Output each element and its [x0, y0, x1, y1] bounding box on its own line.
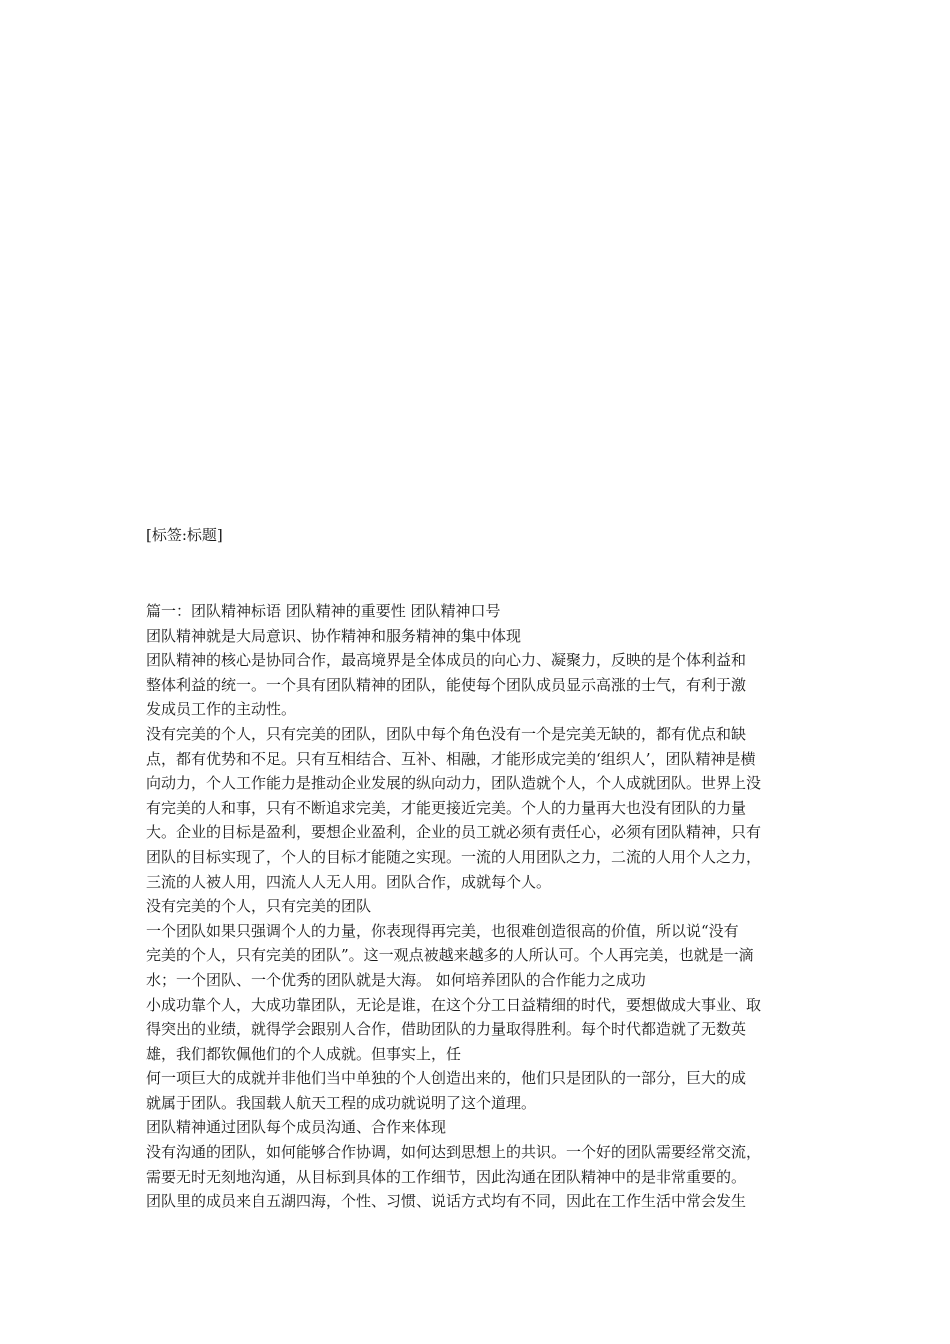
text-line: 团队精神的核心是协同合作，最高境界是全体成员的向心力、凝聚力，反映的是个体利益和 [146, 651, 747, 670]
text-line: 三流的人被人用，四流人人无人用。团队合作，成就每个人。 [146, 872, 552, 891]
text-line: 大。企业的目标是盈利，要想企业盈利，企业的员工就必须有责任心，必须有团队精神，只有 [146, 823, 762, 842]
tag-label: [标签:标题] [146, 526, 223, 544]
text-line: 向动力，个人工作能力是推动企业发展的纵向动力，团队造就个人，个人成就团队。世界上没 [146, 774, 762, 793]
text-line: 没有完美的个人，只有完美的团队，团队中每个角色没有一个是完美无缺的，都有优点和缺 [146, 724, 747, 743]
text-line: 团队里的成员来自五湖四海，个性、习惯、说话方式均有不同，因此在工作生活中常会发生 [146, 1192, 747, 1211]
text-line: 没有完美的个人，只有完美的团队 [146, 897, 372, 916]
text-line: 一个团队如果只强调个人的力量，你表现得再完美，也很难创造很高的价值，所以说“没有 [146, 921, 739, 940]
text-line: 篇一：团队精神标语 团队精神的重要性 团队精神口号 [146, 602, 501, 620]
text-line: 小成功靠个人，大成功靠团队，无论是谁，在这个分工日益精细的时代，要想做成大事业、取 [146, 995, 762, 1014]
text-line: 团队的目标实现了，个人的目标才能随之实现。一流的人用团队之力，二流的人用个人之力， [146, 847, 762, 866]
text-line: 需要无时无刻地沟通，从目标到具体的工作细节，因此沟通在团队精神中的是非常重要的。 [146, 1167, 747, 1186]
text-line: 有完美的人和事，只有不断追求完美，才能更接近完美。个人的力量再大也没有团队的力量 [146, 798, 747, 817]
text-line: 团队精神通过团队每个成员沟通、合作来体现 [146, 1118, 447, 1137]
text-line: 何一项巨大的成就并非他们当中单独的个人创造出来的，他们只是团队的一部分，巨大的成 [146, 1069, 747, 1088]
text-line: 就属于团队。我国载人航天工程的成功就说明了这个道理。 [146, 1093, 537, 1112]
text-line: 完美的个人，只有完美的团队”。这一观点被越来越多的人所认可。个人再完美，也就是一滴 [146, 946, 754, 965]
text-line: 没有沟通的团队，如何能够合作协调，如何达到思想上的共识。一个好的团队需要经常交流， [146, 1143, 762, 1162]
text-line: 得突出的业绩，就得学会跟别人合作，借助团队的力量取得胜利。每个时代都造就了无数英 [146, 1020, 747, 1039]
text-line: 发成员工作的主动性。 [146, 700, 297, 719]
text-line: 团队精神就是大局意识、协作精神和服务精神的集中体现 [146, 626, 522, 645]
text-line: 水；一个团队、一个优秀的团队就是大海。 如何培养团队的合作能力之成功 [146, 970, 646, 989]
text-line: 点，都有优势和不足。只有互相结合、互补、相融，才能形成完美的‘组织人’，团队精神是横 [146, 749, 756, 768]
text-line: 雄，我们都钦佩他们的个人成就。但事实上，任 [146, 1044, 462, 1063]
text-line: 整体利益的统一。一个具有团队精神的团队，能使每个团队成员显示高涨的士气，有利于激 [146, 675, 747, 694]
article-body [146, 599, 814, 1214]
